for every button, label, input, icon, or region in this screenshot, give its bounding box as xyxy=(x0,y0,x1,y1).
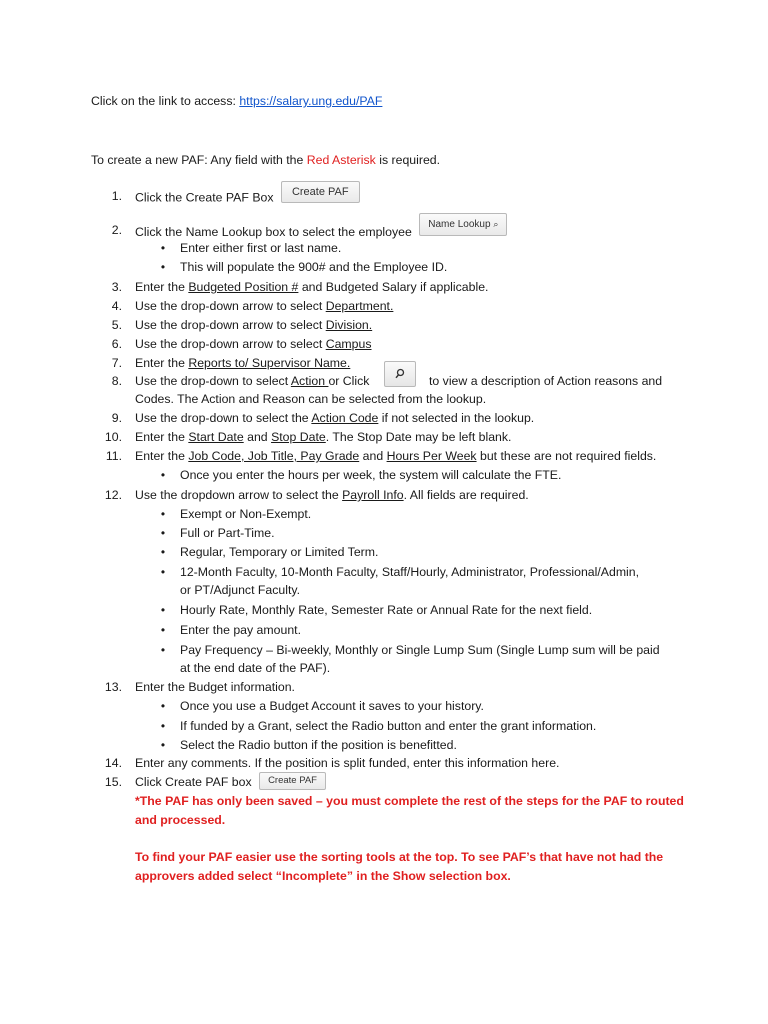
name-lookup-label: Name Lookup xyxy=(428,219,491,230)
magnifier-icon: ⌕ xyxy=(493,219,499,229)
red-asterisk-text: Red Asterisk xyxy=(306,153,376,167)
step-7 xyxy=(135,354,350,372)
access-text: Click on the link to access: xyxy=(91,94,240,108)
step-text: Use the drop-down arrow to select xyxy=(135,318,326,332)
step-1 xyxy=(135,187,360,209)
sub-item: Enter the pay amount. xyxy=(180,623,301,637)
access-link[interactable]: https://salary.ung.edu/PAF xyxy=(239,94,383,108)
step-field: Department. xyxy=(325,299,394,313)
step-8-cont: Codes. The Action and Reason can be selected from the lookup. xyxy=(135,392,487,406)
sub-item: Hourly Rate, Monthly Rate, Semester Rate or Annual Rate for the next field. xyxy=(180,603,593,617)
sub-item: Enter either first or last name. xyxy=(180,241,342,255)
sub-item-cont: at the end date of the PAF). xyxy=(180,661,331,675)
step-field: Hours Per Week xyxy=(386,449,477,463)
step-text: Enter the xyxy=(135,430,189,444)
step-5 xyxy=(135,316,372,334)
sub-item: Once you enter the hours per week, the system will calculate the FTE. xyxy=(180,468,562,482)
step-text: but these are not required fields. xyxy=(476,449,657,463)
bullet: • xyxy=(160,526,166,540)
step-4 xyxy=(135,297,393,315)
step-text: Enter the xyxy=(135,356,189,370)
step-number: 12. xyxy=(104,488,122,502)
step-field: Reports to/ Supervisor Name. xyxy=(188,356,351,370)
step-field: Budgeted Position # xyxy=(188,280,299,294)
step-number: 11. xyxy=(105,449,122,463)
saved-note-line1: *The PAF has only been saved – you must complete the rest of the steps for the PAF to routed xyxy=(135,794,684,808)
step-field: Stop Date xyxy=(271,430,326,444)
step-field: Division. xyxy=(325,318,373,332)
bullet: • xyxy=(160,565,166,579)
sub-item: Select the Radio button if the position is benefitted. xyxy=(180,738,457,752)
sub-item: If funded by a Grant, select the Radio button and enter the grant information. xyxy=(180,719,597,733)
sub-item: Full or Part-Time. xyxy=(180,526,275,540)
step-6 xyxy=(135,335,372,353)
bullet: • xyxy=(160,643,166,657)
bullet: • xyxy=(160,603,166,617)
step-1-text: Click the Create PAF Box xyxy=(135,190,274,205)
bullet: • xyxy=(160,260,166,274)
step-text: Use the drop-down arrow to select xyxy=(135,337,326,351)
step-text: Use the dropdown arrow to select the xyxy=(135,488,343,502)
create-paf-small-button[interactable]: Create PAF xyxy=(259,772,326,790)
step-text: Enter the xyxy=(135,280,189,294)
step-number: 9. xyxy=(111,411,122,425)
sub-item: 12-Month Faculty, 10-Month Faculty, Staff/Hourly, Administrator, Professional/Admin, xyxy=(180,565,640,579)
step-text: Use the drop-down to select the xyxy=(135,411,312,425)
name-lookup-button[interactable] xyxy=(419,213,507,236)
step-field: Action xyxy=(290,374,329,388)
step-text: and xyxy=(243,430,272,444)
step-text: . The Stop Date may be left blank. xyxy=(325,430,512,444)
step-3 xyxy=(135,278,488,296)
sub-item: This will populate the 900# and the Employee ID. xyxy=(180,260,448,274)
step-text: Use the drop-down to select xyxy=(135,374,291,388)
bullet: • xyxy=(160,699,166,713)
access-line xyxy=(91,93,382,109)
step-number: 6. xyxy=(111,337,122,351)
step-number: 10. xyxy=(104,430,122,444)
sub-item: Once you use a Budget Account it saves to your history. xyxy=(180,699,484,713)
sub-item: Regular, Temporary or Limited Term. xyxy=(180,545,379,559)
sorting-note-line2: approvers added select “Incomplete” in the Show selection box. xyxy=(135,869,511,883)
step-2-text: Click the Name Lookup box to select the employee xyxy=(135,224,412,239)
step-field: Payroll Info xyxy=(342,488,404,502)
step-13: Enter the Budget information. xyxy=(135,680,295,694)
bullet: • xyxy=(160,545,166,559)
step-10 xyxy=(135,428,511,446)
step-number: 3. xyxy=(111,280,122,294)
create-intro-line xyxy=(91,152,440,168)
step-number: 7. xyxy=(111,356,122,370)
bullet: • xyxy=(160,719,166,733)
step-11 xyxy=(135,447,656,465)
step-field: Start Date xyxy=(188,430,244,444)
step-number: 5. xyxy=(111,318,122,332)
step-number: 8. xyxy=(111,374,122,388)
lookup-button[interactable] xyxy=(384,361,416,387)
step-text: Enter the xyxy=(135,449,189,463)
step-text: . All fields are required. xyxy=(403,488,529,502)
bullet: • xyxy=(160,507,166,521)
step-text: and Budgeted Salary if applicable. xyxy=(298,280,489,294)
saved-note-line2: and processed. xyxy=(135,813,226,827)
step-text: if not selected in the lookup. xyxy=(378,411,535,425)
step-number: 1. xyxy=(111,189,122,203)
step-text: and xyxy=(359,449,387,463)
create-paf-button[interactable]: Create PAF xyxy=(281,181,360,203)
step-field: Job Code, Job Title, Pay Grade xyxy=(188,449,360,463)
bullet: • xyxy=(160,738,166,752)
create-intro-text: To create a new PAF: Any field with the xyxy=(91,153,307,167)
sub-item-cont: or PT/Adjunct Faculty. xyxy=(180,583,301,597)
step-14: Enter any comments. If the position is split funded, enter this information here. xyxy=(135,756,560,770)
magnifier-icon xyxy=(394,368,406,380)
step-text: or Click xyxy=(328,374,370,388)
step-field: Campus xyxy=(325,337,372,351)
step-number: 15. xyxy=(104,775,122,789)
step-8 xyxy=(135,372,369,390)
step-number: 13. xyxy=(104,680,122,694)
step-field: Action Code xyxy=(311,411,379,425)
step-9 xyxy=(135,409,534,427)
bullet: • xyxy=(160,241,166,255)
sorting-note-line1: To find your PAF easier use the sorting tools at the top. To see PAF’s that have not had the xyxy=(135,850,664,864)
step-number: 2. xyxy=(111,223,122,237)
bullet: • xyxy=(160,468,166,482)
step-number: 14. xyxy=(104,756,122,770)
sub-item: Pay Frequency – Bi-weekly, Monthly or Single Lump Sum (Single Lump sum will be paid xyxy=(180,643,660,657)
sub-item: Exempt or Non-Exempt. xyxy=(180,507,312,521)
step-text: Use the drop-down arrow to select xyxy=(135,299,326,313)
step-12 xyxy=(135,486,529,504)
step-15-text: Click Create PAF box xyxy=(135,775,252,789)
step-number: 4. xyxy=(111,299,122,313)
create-intro-text-end: is required. xyxy=(375,153,441,167)
step-15 xyxy=(135,773,326,792)
step-8-after-icon: to view a description of Action reasons and xyxy=(429,374,663,388)
bullet: • xyxy=(160,623,166,637)
